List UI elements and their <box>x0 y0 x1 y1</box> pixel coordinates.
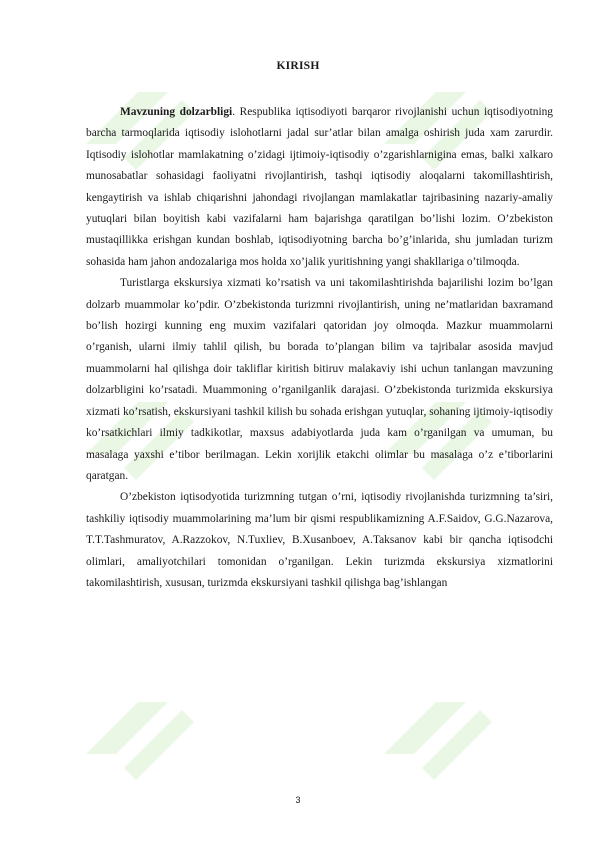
paragraph <box>86 487 553 594</box>
page-title: KIRISH <box>276 59 320 72</box>
paragraph <box>86 273 553 487</box>
paragraph-text: Turistlarga ekskursiya xizmati ko’rsatish va uni takomilashtirishda bajarilishi lozim bo’lgan dolzarb muammolar ko’pdir. O’zbekistonda turizmni rivojlantirish, uning ne’matlaridan baxramand bo’lish hozirgi kunning eng muxim vazifalari qatoridan joy olmoqda. Mazkur muammolarni o’rganish, ularni ilmiy tahlil qilish, bu borada to’plangan bilim va tajribalar asosida mavjud muammolarni hal qilishga doir takliflar kiritish bitiruv malakaviy ishi uchun tanlangan mavzuning dolzarbligini ko’rsatadi. Muammoning o’rganilganlik darajasi. O’zbekistonda turizmida ekskursiya xizmati ko’rsatish, ekskursiyani tashkil kilish bu sohada erishgan yutuqlar, sohaning ijtimoiy-iqtisodiy ko’rsatkichlari ilmiy tadkikotlar, maxsus adabiyotlarda juda kam o’rganilgan va umuman, bu masalaga yaxshi e’tibor berilmagan. Lekin xorijlik etakchi olimlar bu masalaga o’z e’tiborlarini qaratgan. <box>86 277 553 482</box>
paragraph-text: . Respublika iqtisodiyoti barqaror rivojlanishi uchun iqtisodiyotning barcha tarmoqlarida iqtisodiy islohotlarni jadal sur’atlar bilan amalga oshirish juda xam zarurdir. Iqtisodiy islohotlar mamlakatning o’zidagi ijtimoiy-iqtisodiy o’zgarishlarnigina emas, balki xalkaro munosabatlar sohasidagi faoliyatni rivojlantirish, tashqi iqtisodiy aloqalarni takomillashtirish, kengaytirish va ishlab chiqarishni jahondagi rivojlangan mamlakatlar tajribasining nazariy-amaliy yutuqlari bilan boyitish kabi vazifalarni ham bajarishga qaratilgan bo’lishi lozim. O’zbekiston mustaqillikka erishgan kundan boshlab, iqtisodiyotning barcha bo’g’inlarida, shu jumladan turizm sohasida ham jahon andozalariga mos holda xo’jalik yuritishning yangi shakllariga o’tilmoqda. <box>86 106 554 268</box>
paragraph-text: O’zbekiston iqtisodyotida turizmning tutgan o’rni, iqtisodiy rivojlanishda turizmning ta’siri, tashkiliy iqtisodiy muammolarining ma’lum bir qismi respublikamizning A.F.Saidov, G.G.Nazarova, T.T.Tashmuratov, A.Razzokov, N.Tuxliev, B.Xusanboev, A.Taksanov kabi bir qancha iqtisodchi olimlari, amaliyotchilari tomonidan o’rganilgan. Lekin turizmda ekskursiya xizmatlorini takomilashtirish, xususan, turizmda ekskursiyani tashkil qilishga bag’ishlangan <box>86 491 553 589</box>
page-number: 3 <box>295 795 301 805</box>
watermark-mark <box>72 670 212 810</box>
document-body <box>86 102 553 594</box>
watermark-mark <box>370 670 510 810</box>
paragraph-lead: Mavzuning dolzarbligi <box>120 106 233 118</box>
paragraph <box>86 102 553 273</box>
